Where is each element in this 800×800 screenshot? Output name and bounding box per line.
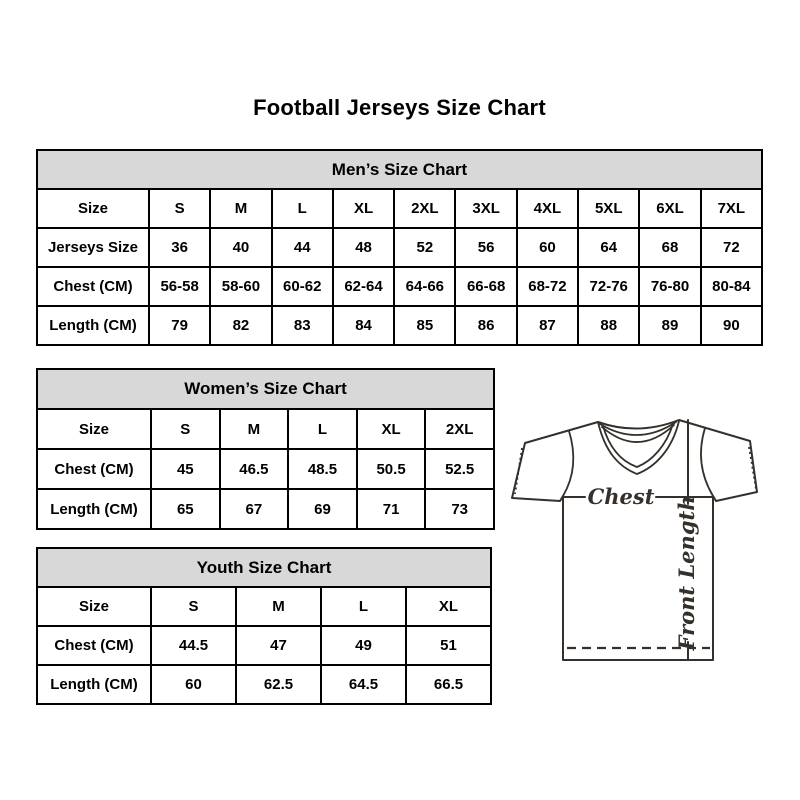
value-cell: 65 xyxy=(151,489,220,529)
value-cell: 83 xyxy=(272,306,333,345)
value-cell: 71 xyxy=(357,489,426,529)
value-cell: 52.5 xyxy=(425,449,494,489)
value-cell: 48 xyxy=(333,228,394,267)
value-cell: M xyxy=(210,189,271,228)
value-cell: 64.5 xyxy=(321,665,406,704)
value-cell: 40 xyxy=(210,228,271,267)
value-cell: 62.5 xyxy=(236,665,321,704)
value-cell: 64 xyxy=(578,228,639,267)
row-label-cell: Size xyxy=(37,409,151,449)
value-cell: 49 xyxy=(321,626,406,665)
youth-size-table xyxy=(36,547,492,705)
value-cell: 62-64 xyxy=(333,267,394,306)
jersey-outline xyxy=(512,420,757,660)
front-length-measure-label: Front Length xyxy=(674,495,699,651)
row-label-cell: Length (CM) xyxy=(37,489,151,529)
value-cell: 51 xyxy=(406,626,491,665)
value-cell: 68-72 xyxy=(517,267,578,306)
row-label-cell: Chest (CM) xyxy=(37,626,151,665)
value-cell: 56-58 xyxy=(149,267,210,306)
value-cell: 7XL xyxy=(701,189,762,228)
value-cell: 72 xyxy=(701,228,762,267)
value-cell: 4XL xyxy=(517,189,578,228)
value-cell: S xyxy=(151,409,220,449)
value-cell: 44 xyxy=(272,228,333,267)
value-cell: 87 xyxy=(517,306,578,345)
value-cell: 5XL xyxy=(578,189,639,228)
row-label-cell: Chest (CM) xyxy=(37,449,151,489)
value-cell: 80-84 xyxy=(701,267,762,306)
value-cell: M xyxy=(220,409,289,449)
value-cell: 86 xyxy=(455,306,516,345)
value-cell: 84 xyxy=(333,306,394,345)
table-title: Women’s Size Chart xyxy=(37,369,494,409)
value-cell: 66-68 xyxy=(455,267,516,306)
table-title-row xyxy=(37,369,494,409)
page-title: Football Jerseys Size Chart xyxy=(253,95,546,120)
value-cell: 68 xyxy=(639,228,700,267)
value-cell: 82 xyxy=(210,306,271,345)
value-cell: L xyxy=(321,587,406,626)
value-cell: 64-66 xyxy=(394,267,455,306)
value-cell: 66.5 xyxy=(406,665,491,704)
value-cell: 89 xyxy=(639,306,700,345)
table-row xyxy=(37,306,762,345)
jersey-left-armhole-seam xyxy=(563,431,573,496)
value-cell: 60 xyxy=(517,228,578,267)
value-cell: L xyxy=(288,409,357,449)
value-cell: 6XL xyxy=(639,189,700,228)
table-title-row xyxy=(37,548,491,587)
value-cell: 45 xyxy=(151,449,220,489)
row-label-cell: Length (CM) xyxy=(37,306,149,345)
value-cell: 88 xyxy=(578,306,639,345)
value-cell: 73 xyxy=(425,489,494,529)
value-cell: 67 xyxy=(220,489,289,529)
value-cell: 44.5 xyxy=(151,626,236,665)
value-cell: 72-76 xyxy=(578,267,639,306)
value-cell: 2XL xyxy=(425,409,494,449)
value-cell: 85 xyxy=(394,306,455,345)
row-label-cell: Size xyxy=(37,587,151,626)
jersey-measurement-diagram xyxy=(505,412,767,667)
value-cell: 69 xyxy=(288,489,357,529)
value-cell: 58-60 xyxy=(210,267,271,306)
table-row xyxy=(37,189,762,228)
table-title: Men’s Size Chart xyxy=(37,150,762,189)
jersey-right-armhole-seam xyxy=(701,428,713,496)
value-cell: 50.5 xyxy=(357,449,426,489)
chest-measure-label: Chest xyxy=(587,484,655,509)
value-cell: 36 xyxy=(149,228,210,267)
value-cell: L xyxy=(272,189,333,228)
womens-size-table xyxy=(36,368,495,530)
value-cell: 2XL xyxy=(394,189,455,228)
table-row xyxy=(37,228,762,267)
mens-size-table xyxy=(36,149,763,346)
value-cell: 48.5 xyxy=(288,449,357,489)
row-label-cell: Size xyxy=(37,189,149,228)
table-row xyxy=(37,626,491,665)
value-cell: S xyxy=(149,189,210,228)
value-cell: 47 xyxy=(236,626,321,665)
table-row xyxy=(37,489,494,529)
value-cell: M xyxy=(236,587,321,626)
value-cell: 46.5 xyxy=(220,449,289,489)
value-cell: S xyxy=(151,587,236,626)
table-row xyxy=(37,409,494,449)
value-cell: 3XL xyxy=(455,189,516,228)
value-cell: XL xyxy=(357,409,426,449)
table-title: Youth Size Chart xyxy=(37,548,491,587)
value-cell: 90 xyxy=(701,306,762,345)
table-row xyxy=(37,587,491,626)
row-label-cell: Chest (CM) xyxy=(37,267,149,306)
value-cell: 60 xyxy=(151,665,236,704)
table-title-row xyxy=(37,150,762,189)
row-label-cell: Jerseys Size xyxy=(37,228,149,267)
value-cell: 52 xyxy=(394,228,455,267)
value-cell: 76-80 xyxy=(639,267,700,306)
row-label-cell: Length (CM) xyxy=(37,665,151,704)
value-cell: 56 xyxy=(455,228,516,267)
value-cell: 60-62 xyxy=(272,267,333,306)
value-cell: XL xyxy=(333,189,394,228)
table-row xyxy=(37,267,762,306)
value-cell: 79 xyxy=(149,306,210,345)
table-row xyxy=(37,665,491,704)
value-cell: XL xyxy=(406,587,491,626)
table-row xyxy=(37,449,494,489)
